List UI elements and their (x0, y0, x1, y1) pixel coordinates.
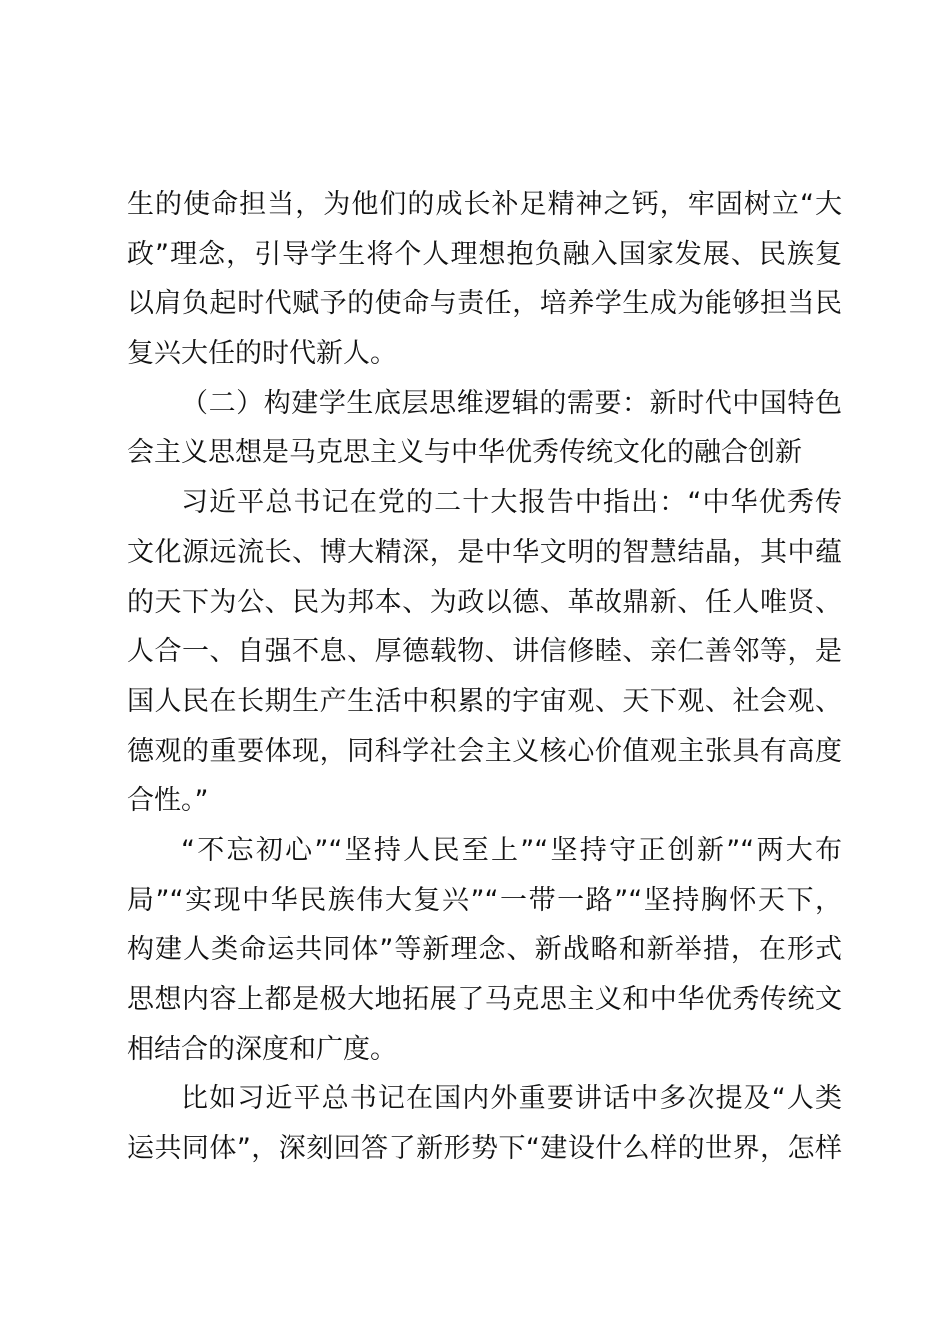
text-line: 国人民在长期生产生活中积累的宇宙观、天下观、社会观、 (127, 685, 842, 717)
text-line: 构建人类命运共同体”等新理念、新战略和新举措，在形式 (127, 934, 842, 966)
text-line: 相结合的深度和广度。 (127, 1033, 397, 1065)
text-line: 的天下为公、民为邦本、为政以德、革故鼎新、任人唯贤、 (127, 586, 842, 618)
text-line: “不忘初心”“坚持人民至上”“坚持守正创新”“两大布 (181, 834, 842, 866)
text-line: 习近平总书记在党的二十大报告中指出：“中华优秀传 (181, 487, 842, 519)
paragraph-example (127, 1074, 842, 1173)
text-line: 合性。” (127, 785, 209, 817)
text-line: 文化源远流长、博大精深，是中华文明的智慧结晶，其中蕴 (127, 536, 842, 568)
paragraph-mission (127, 180, 842, 379)
section-heading (127, 379, 842, 478)
text-line: 复兴大任的时代新人。 (127, 338, 397, 370)
text-line: 政”理念，引导学生将个人理想抱负融入国家发展、民族复 (127, 238, 842, 270)
paragraph-quote (127, 478, 842, 826)
text-line: 思想内容上都是极大地拓展了马克思主义和中华优秀传统文 (127, 984, 842, 1015)
text-line: 以肩负起时代赋予的使命与责任，培养学生成为能够担当民 (127, 288, 842, 320)
body-text (127, 180, 842, 1174)
paragraph-concepts (127, 826, 842, 1074)
text-line: 德观的重要体现，同科学社会主义核心价值观主张具有高度 (127, 735, 842, 767)
text-line: 比如习近平总书记在国内外重要讲话中多次提及“人类 (181, 1083, 842, 1115)
text-line: 局”“实现中华民族伟大复兴”“一带一路”“坚持胸怀天下， (127, 884, 842, 916)
text-line: 运共同体”，深刻回答了新形势下“建设什么样的世界，怎样 (127, 1133, 842, 1165)
text-line: 生的使命担当，为他们的成长补足精神之钙，牢固树立“大 (127, 189, 842, 220)
text-line: 人合一、自强不息、厚德载物、讲信修睦、亲仁善邻等，是 (127, 636, 842, 668)
heading-line: （二）构建学生底层思维逻辑的需要：新时代中国特色 (181, 387, 842, 419)
heading-line: 会主义思想是马克思主义与中华优秀传统文化的融合创新 (127, 437, 802, 469)
